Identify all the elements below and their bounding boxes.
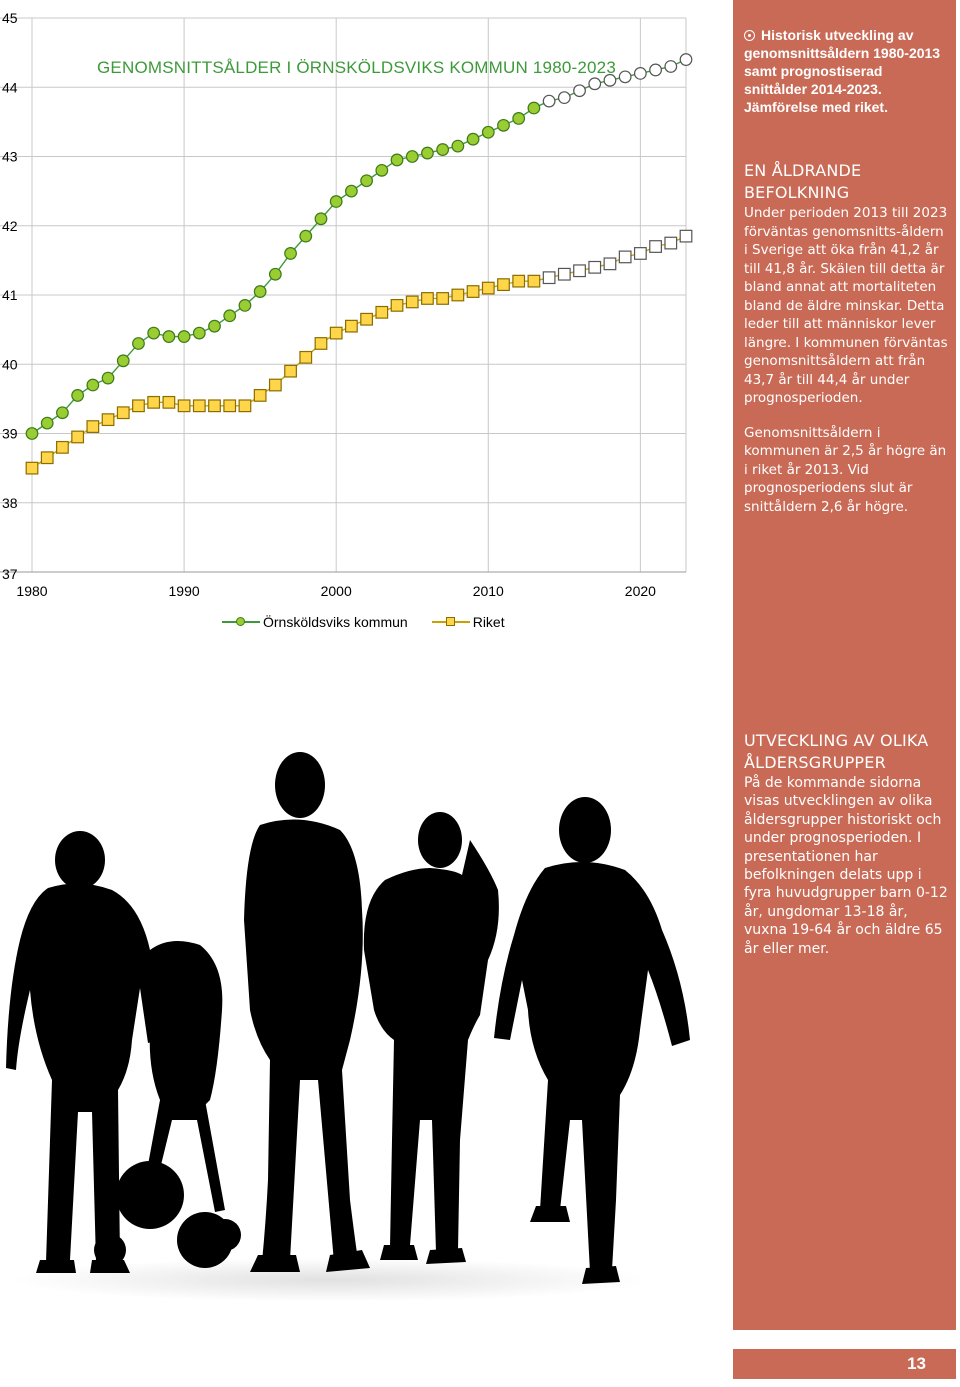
data-point [330,196,342,208]
data-point [270,268,282,280]
data-point [102,372,114,384]
y-axis-ticks [2,10,18,582]
data-point [680,54,692,66]
data-point [194,327,206,339]
data-point [635,248,647,260]
silhouette-person-4 [494,797,690,1284]
silhouette-person-3 [364,812,499,1264]
data-point [148,397,160,409]
data-point [163,397,175,409]
data-point [26,428,38,440]
data-point [376,165,388,177]
data-point [72,390,84,402]
data-point [41,417,53,429]
section-body-agegroups [744,774,950,958]
data-point [482,282,494,294]
data-point [665,61,677,73]
data-point [26,462,38,474]
x-tick-label: 2020 [624,583,656,599]
y-tick-label: 39 [2,425,18,442]
y-tick-label: 40 [2,356,18,373]
chart-title: GENOMSNITTSÅLDER I ÖRNSKÖLDSVIKS KOMMUN 1980-2023 [97,58,616,77]
data-point [209,320,221,332]
data-point [102,414,114,426]
data-point [87,421,99,433]
legend-swatch-riket [432,614,470,630]
data-point [361,313,373,325]
data-point [543,95,555,107]
data-point [270,379,282,391]
people-silhouettes-image [0,740,720,1300]
series-kommun [26,54,692,440]
data-point [543,272,555,284]
data-point [330,327,342,339]
legend-item-kommun [222,614,408,630]
data-point [300,230,312,242]
data-point [57,407,69,419]
silhouette-person-2 [244,752,370,1272]
y-tick-label: 38 [2,494,18,511]
data-point [467,286,479,298]
data-point [422,293,434,305]
data-point [604,258,616,270]
y-tick-label: 42 [2,217,18,234]
aging-paragraph-1: Under perioden 2013 till 2023 förväntas genomsnitts-åldern i Sverige att öka från 41,2 år till 41,8 år. Skälen till detta är bland annat att mortaliteten bland de äldre minskar. Detta leder till att människor lever längre. I kommunen förväntas genomsnittsåldern att från 43,7 år till 44,4 år under prognosperioden. [744,205,948,406]
data-point [285,365,297,377]
data-point [254,390,266,402]
data-point [574,265,586,277]
legend-swatch-kommun [222,614,260,630]
data-point [391,300,403,312]
data-point [665,237,677,249]
sidebar-panel [733,0,956,1330]
data-point [57,442,69,454]
data-point [482,126,494,138]
x-tick-label: 2010 [472,583,504,599]
data-point [300,352,312,364]
page-number: 13 [907,1354,926,1373]
data-point [315,213,327,225]
data-point [574,85,586,97]
agegroups-paragraph: På de kommande sidorna visas utvecklingen av olika åldersgrupper historiskt och under prognosperioden. I presentationen har befolkningen delats upp i fyra huvudgrupper barn 0-12 år, ungdomar 13-18 år, vuxna 19-64 år och äldre 65 år eller mer. [744,775,948,957]
data-point [346,185,358,197]
series-riket [26,230,692,474]
chart-note-text: Historisk utveckling av genomsnittsåldern 1980-2013 samt prognostiserad snittålder 2014-2023. Jämförelse med riket. [744,27,941,115]
data-point [589,262,601,274]
data-point [117,355,129,367]
data-point [239,300,251,312]
data-point [285,248,297,260]
data-point [422,147,434,159]
page-number-bar [733,1349,956,1379]
aging-paragraph-2: Genomsnittsåldern i kommunen är 2,5 år högre än i riket år 2013. Vid prognosperiodens slut är snittåldern 2,6 år högre. [744,424,947,515]
data-point [528,275,540,287]
data-point [619,251,631,263]
chart-grid [0,18,686,572]
y-tick-label: 37 [2,566,18,582]
chart-series [26,54,692,474]
data-point [406,151,418,163]
data-point [224,310,236,322]
data-point [467,133,479,145]
data-point [528,102,540,114]
x-tick-label: 1990 [168,583,200,599]
section-heading-aging: EN ÅLDRANDE BEFOLKNING [744,161,862,202]
legend-item-riket [432,614,505,630]
x-axis-ticks [16,583,656,599]
data-point [41,452,53,464]
data-point [589,78,601,90]
data-point [224,400,236,412]
y-tick-label: 45 [2,10,18,26]
data-point [452,140,464,152]
section-agegroups [744,730,950,974]
data-point [72,431,84,443]
data-point [254,286,266,298]
data-point [376,307,388,319]
chart-legend [222,614,529,630]
data-point [133,400,145,412]
data-point [239,400,251,412]
data-point [148,327,160,339]
data-point [315,338,327,350]
data-point [133,338,145,350]
x-tick-label: 1980 [16,583,48,599]
data-point [498,279,510,291]
data-point [437,144,449,156]
data-point [87,379,99,391]
y-tick-label: 43 [2,148,18,165]
data-point [117,407,129,419]
y-tick-label: 41 [2,287,18,303]
data-point [406,296,418,308]
data-point [437,293,449,305]
chart-note [744,26,949,116]
data-point [452,289,464,301]
series-line [32,60,686,434]
target-icon [744,30,755,41]
section-body-aging [744,204,949,516]
x-tick-label: 2000 [320,583,352,599]
data-point [559,268,571,280]
data-point [194,400,206,412]
data-point [391,154,403,166]
data-point [209,400,221,412]
data-point [163,331,175,343]
data-point [346,320,358,332]
legend-label-kommun: Örnsköldsviks kommun [263,614,408,630]
data-point [178,331,190,343]
section-heading-agegroups: UTVECKLING AV OLIKA ÅLDERSGRUPPER [744,731,929,772]
data-point [361,175,373,187]
data-point [559,92,571,104]
data-point [680,230,692,242]
data-point [513,275,525,287]
y-tick-label: 44 [2,79,18,96]
data-point [498,120,510,132]
data-point [178,400,190,412]
data-point [650,241,662,253]
age-chart [0,0,720,650]
chart-canvas [0,0,720,650]
data-point [513,113,525,125]
legend-label-riket: Riket [472,614,505,630]
